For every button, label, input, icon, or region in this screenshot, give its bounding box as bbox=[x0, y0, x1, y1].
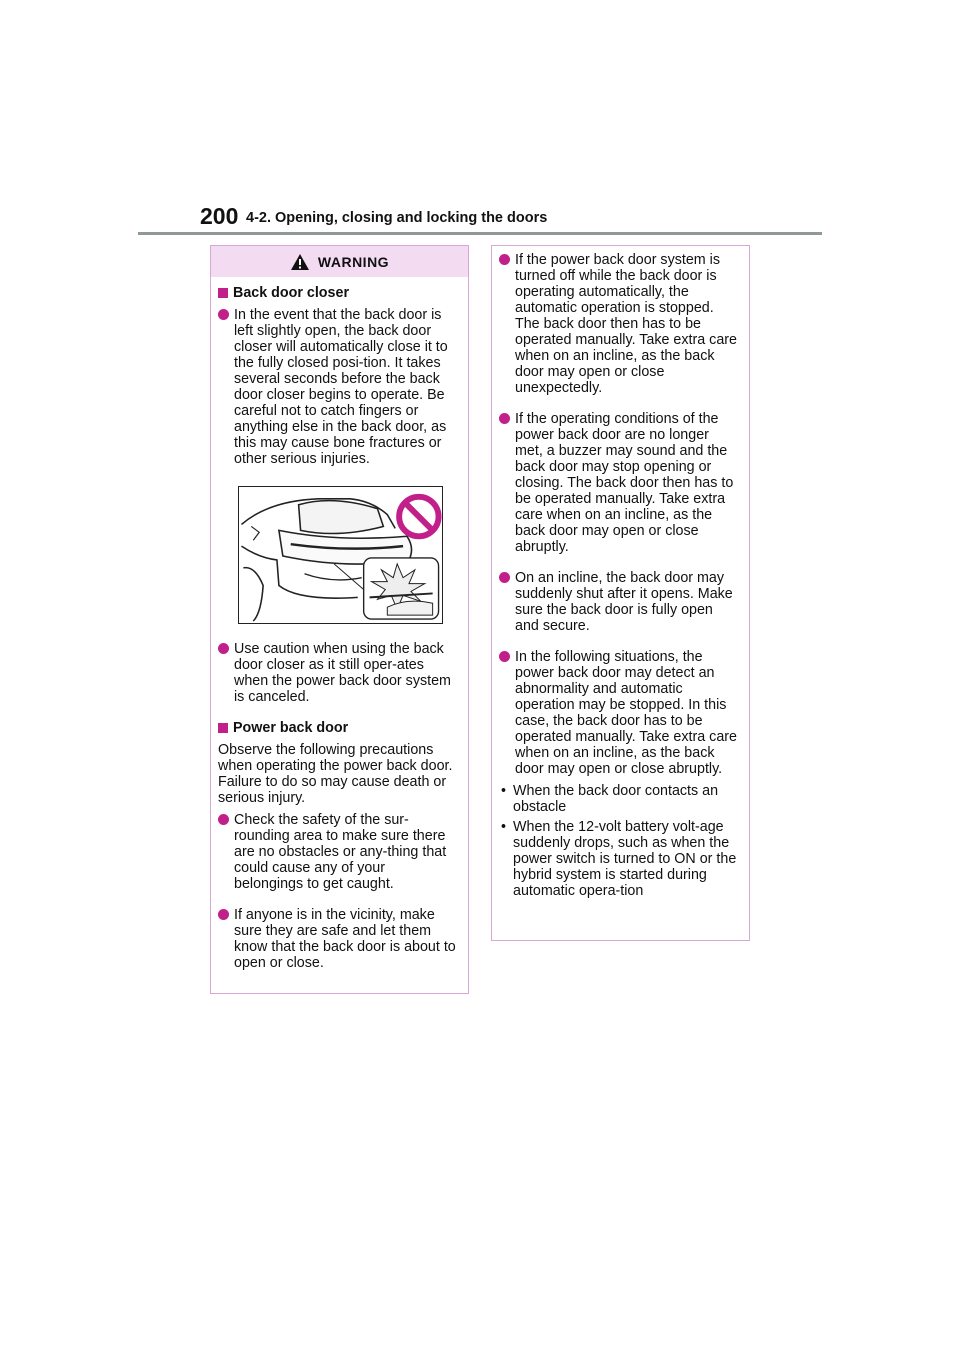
sub-list-item-text: When the 12-volt battery volt-age suddenly drops, such as when the power switch is turned to ON or the hybrid system is started during automatic opera-tion bbox=[513, 819, 737, 899]
paragraph-text: Failure to do so may cause death or serious injury. bbox=[218, 774, 447, 806]
circle-bullet-icon bbox=[499, 413, 510, 424]
circle-bullet-icon bbox=[218, 309, 229, 320]
list-item bbox=[218, 812, 458, 892]
list-item bbox=[218, 641, 458, 705]
warning-header bbox=[211, 246, 468, 277]
list-item-text: If the power back door system is turned off while the back door is operating automatically, the automatic operation is stopped. The back door then has to be operated manually. Take extra care when on an incline, as the back door may open or close unexpectedly. bbox=[515, 252, 737, 396]
list-item-text: Check the safety of the sur-rounding area to make sure there are no obstacles or any-thing that could cause any of your belongings to get caught. bbox=[234, 812, 447, 892]
warning-box-right bbox=[491, 245, 750, 941]
list-item bbox=[218, 907, 458, 971]
list-item bbox=[499, 252, 739, 396]
circle-bullet-icon bbox=[218, 909, 229, 920]
paragraph-text: Observe the following precautions when operating the power back door. bbox=[218, 742, 453, 774]
list-item bbox=[499, 570, 739, 634]
warning-heading: WARNING bbox=[317, 253, 390, 270]
list-item-text: In the following situations, the power back door may detect an abnormality and automatic operation may be stopped. In this case, the back door has to be operated manually. Take extra care when on an incline, as the back door may open or close abruptly. bbox=[515, 649, 737, 777]
paragraph bbox=[218, 742, 458, 774]
list-item-text: If anyone is in the vicinity, make sure they are safe and let them know that the back door is about to open or close. bbox=[234, 907, 456, 971]
bullet-dot-icon: • bbox=[501, 819, 507, 835]
square-bullet-icon bbox=[218, 288, 228, 298]
circle-bullet-icon bbox=[218, 814, 229, 825]
list-item-text: If the operating conditions of the power back door are no longer met, a buzzer may sound and the back door may stop opening or closing. The back door then has to be operated manually. Take extra care when on an incline, as the back door may open or close abruptly. bbox=[515, 411, 734, 555]
list-item-text: In the event that the back door is left slightly open, the back door closer will automatically close it to the fully closed posi-tion. It takes several seconds before the back door closer begins to operate. Be careful not to catch fingers or anything else in the back door, as this may cause bone fractures or other serious injuries. bbox=[234, 307, 448, 467]
subheading-text: Back door closer bbox=[233, 285, 350, 301]
warning-box-left bbox=[210, 245, 469, 994]
circle-bullet-icon bbox=[499, 254, 510, 265]
warning-triangle-icon bbox=[290, 253, 310, 271]
subheading-text: Power back door bbox=[233, 720, 349, 736]
back-door-pinch-illustration bbox=[238, 486, 443, 624]
circle-bullet-icon bbox=[218, 643, 229, 654]
header-rule bbox=[138, 232, 822, 235]
paragraph bbox=[218, 774, 458, 806]
page-number: 200 bbox=[200, 203, 239, 229]
subheading-back-door-closer bbox=[218, 285, 458, 301]
list-item bbox=[218, 307, 458, 467]
section-title: 4-2. Opening, closing and locking the doors bbox=[246, 210, 548, 226]
sub-list-item-text: When the back door contacts an obstacle bbox=[513, 783, 719, 815]
list-item-text: On an incline, the back door may suddenly shut after it opens. Make sure the back door is fully open and secure. bbox=[515, 570, 733, 634]
circle-bullet-icon bbox=[499, 572, 510, 583]
list-item-text: Use caution when using the back door closer as it still oper-ates when the power back door system is canceled. bbox=[234, 641, 451, 705]
list-item bbox=[499, 649, 739, 777]
subheading-power-back-door bbox=[218, 720, 458, 736]
square-bullet-icon bbox=[218, 723, 228, 733]
circle-bullet-icon bbox=[499, 651, 510, 662]
sub-list-item bbox=[499, 783, 739, 815]
list-item bbox=[499, 411, 739, 555]
sub-list-item bbox=[499, 819, 739, 899]
bullet-dot-icon: • bbox=[501, 783, 507, 799]
